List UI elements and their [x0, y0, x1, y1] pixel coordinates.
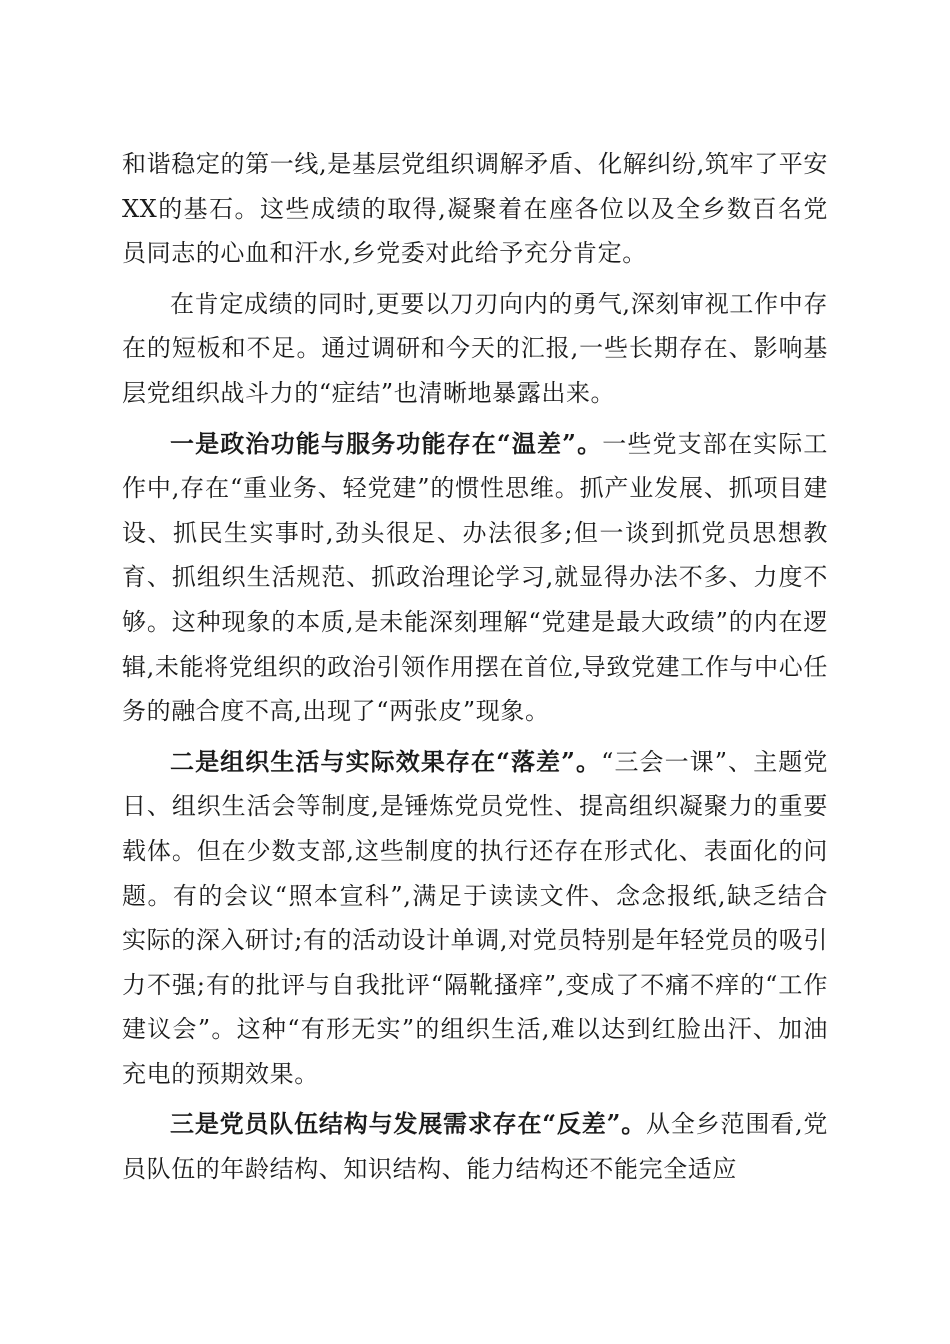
paragraph-point-two	[122, 740, 828, 1097]
paragraph-lead: 二是组织生活与实际效果存在“落差”。	[170, 746, 602, 776]
paragraph-text: 在肯定成绩的同时,更要以刀刃向内的勇气,深刻审视工作中存在的短板和不足。通过调研和今天的汇报,一些长期存在、影响基层党组织战斗力的“症结”也清晰地暴露出来。	[122, 289, 828, 407]
paragraph-text: “三会一课”、主题党日、组织生活会等制度,是锤炼党员党性、提高组织凝聚力的重要载体。但在少数支部,这些制度的执行还存在形式化、表面化的问题。有的会议“照本宣科”,满足于读读文件、念念报纸,缺乏结合实际的深入研讨;有的活动设计单调,对党员特别是年轻党员的吸引力不强;有的批评与自我批评“隔靴搔痒”,变成了不痛不痒的“工作建议会”。这种“有形无实”的组织生活,难以达到红脸出汗、加油充电的预期效果。	[122, 747, 828, 1088]
document-body	[122, 142, 828, 1198]
paragraph-text: 从全乡范围看,党员队伍的年龄结构、知识结构、能力结构还不能完全适应	[122, 1110, 829, 1184]
paragraph-text: 和谐稳定的第一线,是基层党组织调解矛盾、化解纠纷,筑牢了平安XX的基石。这些成绩的取得,凝聚着在座各位以及全乡数百名党员同志的心血和汗水,乡党委对此给予充分肯定。	[122, 150, 828, 268]
paragraph-lead: 三是党员队伍结构与发展需求存在“反差”。	[170, 1109, 647, 1139]
paragraph-text: 一些党支部在实际工作中,存在“重业务、轻党建”的惯性思维。抓产业发展、抓项目建设、抓民生实事时,劲头很足、办法很多;但一谈到抓党员思想教育、抓组织生活规范、抓政治理论学习,就显得办法不多、力度不够。这种现象的本质,是未能深刻理解“党建是最大政绩”的内在逻辑,未能将党组织的政治引领作用摆在首位,导致党建工作与中心任务的融合度不高,出现了“两张皮”现象。	[122, 429, 828, 726]
paragraph-continuation	[122, 142, 828, 276]
paragraph-shortcomings-intro	[122, 282, 828, 416]
paragraph-point-one	[122, 422, 828, 734]
paragraph-lead: 一是政治功能与服务功能存在“温差”。	[170, 428, 603, 458]
paragraph-point-three	[122, 1102, 828, 1191]
